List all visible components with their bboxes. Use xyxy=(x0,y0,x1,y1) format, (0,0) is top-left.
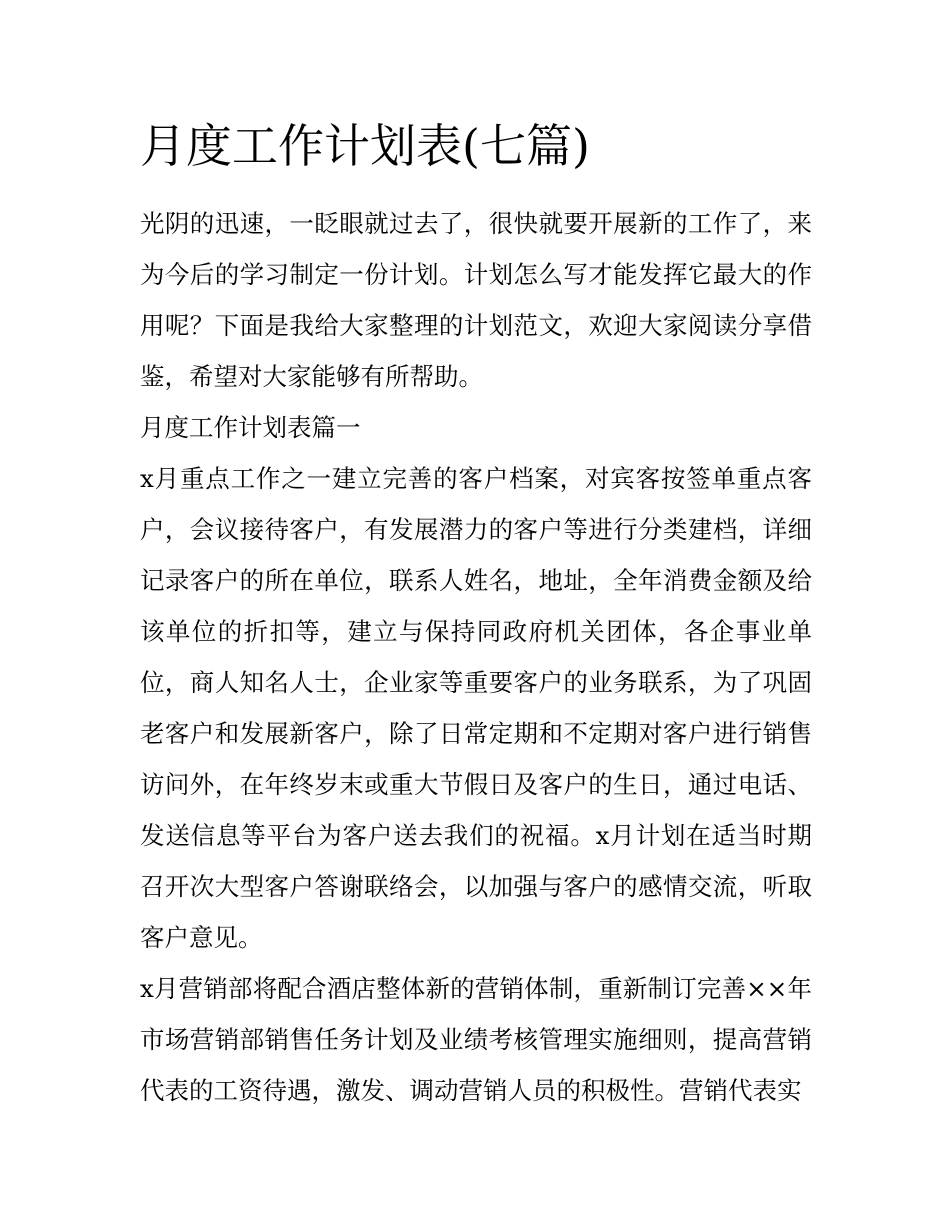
body-paragraph-2: x月营销部将配合酒店整体新的营销体制，重新制订完善××年市场营销部销售任务计划及业绩考核管理实施细则，提高营销代表的工资待遇，激发、调动营销人员的积极性。营销代表实 xyxy=(140,974,812,1105)
body-paragraph-1: x月重点工作之一建立完善的客户档案，对宾客按签单重点客户，会议接待客户，有发展潜力的客户等进行分类建档，详细记录客户的所在单位，联系人姓名，地址，全年消费金额及给该单位的折扣等，建立与保持同政府机关团体，各企事业单位，商人知名人士，企业家等重要客户的业务联系，为了巩固老客户和发展新客户，除了日常定期和不定期对客户进行销售访问外，在年终岁末或重大节假日及客户的生日，通过电话、发送信息等平台为客户送去我们的祝福。x月计划在适当时期召开次大型客户答谢联络会，以加强与客户的感情交流，听取客户意见。 xyxy=(140,464,812,952)
document-page xyxy=(140,108,812,1116)
intro-paragraph: 光阴的迅速，一眨眼就过去了，很快就要开展新的工作了，来为今后的学习制定一份计划。计划怎么写才能发挥它最大的作用呢？下面是我给大家整理的计划范文，欢迎大家阅读分享借鉴，希望对大家能够有所帮助。 xyxy=(140,209,812,391)
section-heading: 月度工作计划表篇一 xyxy=(140,413,361,442)
document-title: 月度工作计划表(七篇) xyxy=(140,119,590,173)
